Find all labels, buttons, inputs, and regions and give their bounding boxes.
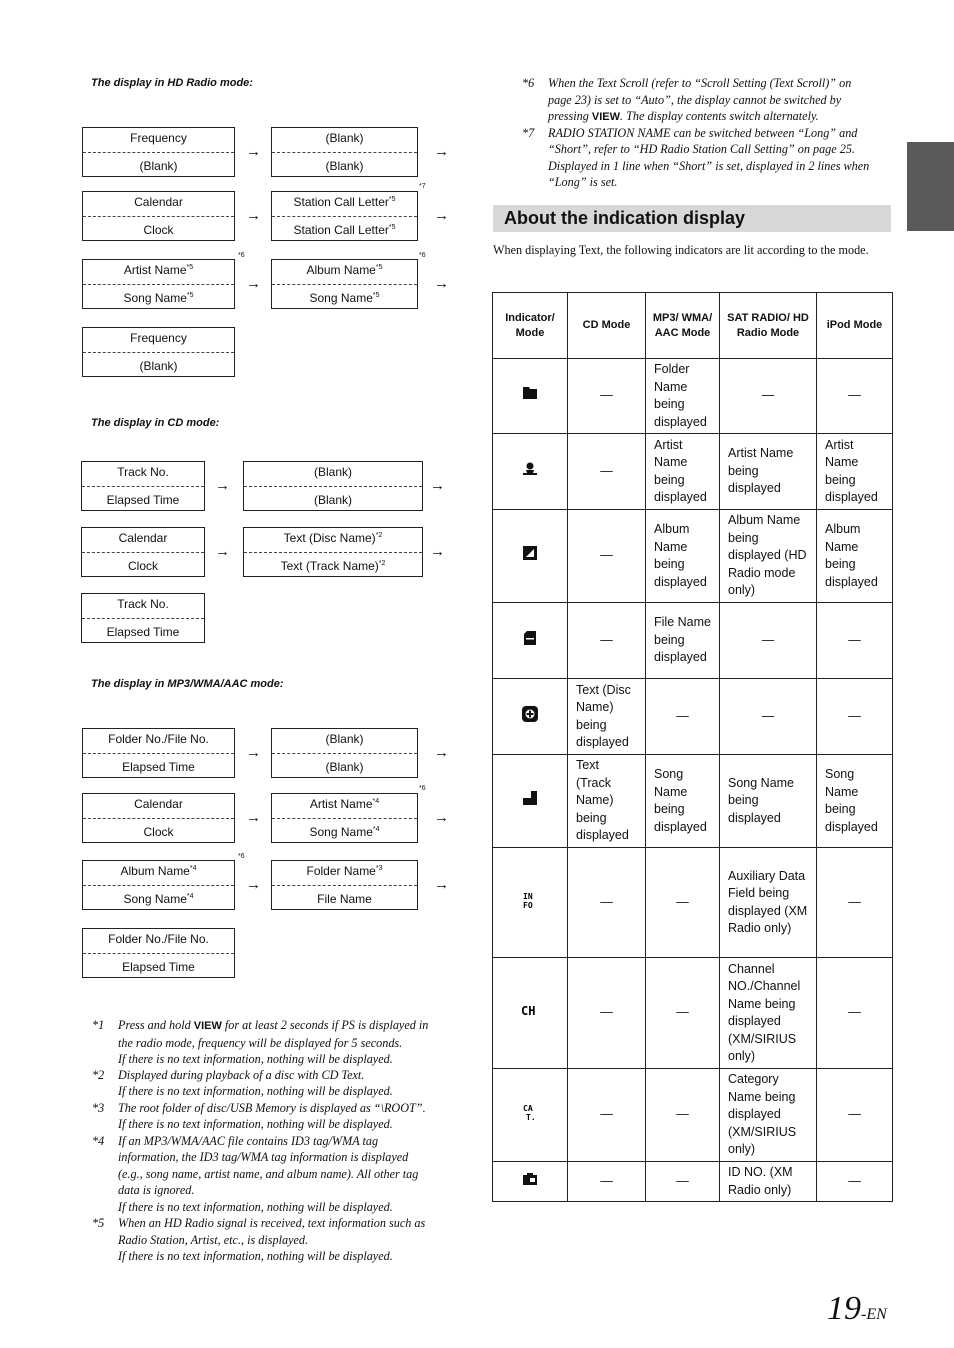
display-box-line2: Elapsed Time — [122, 760, 195, 774]
display-box-line2: (Blank) — [325, 760, 364, 774]
table-row — [493, 603, 893, 679]
flow-arrow: → — [434, 809, 449, 826]
display-box-line2: Elapsed Time — [106, 625, 180, 639]
svg-text:T.: T. — [526, 1113, 536, 1122]
flow-arrow: → — [246, 876, 261, 893]
table-cell: Channel NO./Channel Name being displayed (XM/SIRIUS only) — [720, 958, 817, 1069]
table-cell: Artist Name being displayed — [817, 434, 893, 510]
footnote-bold: VIEW — [193, 1020, 222, 1032]
footnote — [92, 1067, 462, 1100]
footnote-text: RADIO STATION NAME can be switched between “Long” and “Short”, refer to “HD Radio Station Call Setting” on page 25. Displayed in 1 line when “Short” is set, displayed in 2 lines when “Long” is set. — [548, 125, 870, 189]
flow-arrow: → — [246, 143, 261, 160]
table-cell: — — [568, 359, 646, 434]
table-cell: Song Name being displayed — [646, 755, 720, 848]
table-cell: — — [568, 848, 646, 958]
table-header: iPod Mode — [817, 293, 893, 359]
table-cell: — — [646, 848, 720, 958]
disc-icon — [521, 712, 539, 726]
footnote — [92, 1133, 462, 1216]
display-box-line2: Song Name$^{*5}$ — [123, 291, 194, 305]
footnote-mark: *1 — [92, 1018, 105, 1032]
table-cell: Album Name being displayed — [646, 510, 720, 603]
indicator-cell — [493, 510, 568, 603]
svg-text:CA: CA — [523, 1104, 533, 1114]
table-cell: — — [568, 1069, 646, 1162]
display-box-line2: File Name — [317, 892, 372, 906]
svg-text:IN: IN — [523, 891, 533, 901]
table-cell: — — [646, 1162, 720, 1202]
display-box-line2: Clock — [143, 825, 174, 839]
intro-text: When displaying Text, the following indicators are lit according to the mode. — [493, 243, 869, 257]
table-row — [493, 679, 893, 755]
display-box-divider — [244, 486, 422, 487]
folder-icon — [522, 390, 538, 404]
display-box-divider — [83, 284, 234, 285]
table-cell: Song Name being displayed — [817, 755, 893, 848]
display-box-line2: Song Name$^{*4}$ — [123, 892, 194, 906]
display-box-line1: Album Name$^{*5}$ — [306, 263, 383, 277]
display-box-divider — [82, 618, 204, 619]
display-box-divider — [244, 552, 422, 553]
footnote-ref: *6 — [238, 252, 245, 259]
table-cell: — — [568, 510, 646, 603]
table-cell: — — [817, 848, 893, 958]
display-box — [271, 127, 418, 177]
display-box — [82, 327, 235, 377]
display-box-divider — [272, 885, 417, 886]
indicator-cell — [493, 848, 568, 958]
display-box — [81, 593, 205, 643]
svg-text:CH: CH — [521, 1004, 536, 1018]
footnote — [92, 1215, 462, 1265]
cd-section-title: The display in CD mode: — [91, 417, 220, 429]
footnote — [522, 75, 892, 125]
display-box-line1: Folder No./File No. — [108, 732, 209, 746]
page-number-suffix: -EN — [861, 1306, 887, 1323]
footnote-mark: *4 — [92, 1133, 105, 1148]
table-header: CD Mode — [568, 293, 646, 359]
display-box-divider — [272, 753, 417, 754]
album-icon — [522, 550, 538, 564]
display-box-line1: Frequency — [130, 131, 187, 145]
table-row — [493, 510, 893, 603]
indicator-cell — [493, 603, 568, 679]
table-cell: Text (Disc Name) being displayed — [568, 679, 646, 755]
display-box-line2: Text (Track Name)$^{*2}$ — [280, 559, 386, 573]
display-box-divider — [83, 216, 234, 217]
table-cell: — — [568, 958, 646, 1069]
footnote-ref: *6 — [419, 785, 426, 792]
table-cell: Artist Name being displayed — [720, 434, 817, 510]
display-box-line1: Folder Name$^{*3}$ — [306, 864, 383, 878]
display-box-line1: Album Name$^{*4}$ — [120, 864, 197, 878]
display-box-line2: (Blank) — [139, 359, 178, 373]
flow-arrow: → — [246, 207, 261, 224]
table-cell: Text (Track Name) being displayed — [568, 755, 646, 848]
table-row — [493, 755, 893, 848]
display-box-line2: Song Name$^{*4}$ — [309, 825, 380, 839]
display-box — [82, 793, 235, 843]
table-cell: Artist Name being displayed — [646, 434, 720, 510]
display-box — [82, 191, 235, 241]
display-box-line1: (Blank) — [313, 465, 352, 479]
table-cell: Folder Name being displayed — [646, 359, 720, 434]
display-box-line2: (Blank) — [325, 159, 364, 173]
display-box-divider — [83, 352, 234, 353]
hd-section-title: The display in HD Radio mode: — [91, 77, 253, 89]
footnote-mark: *7 — [522, 125, 535, 140]
display-box — [82, 728, 235, 778]
table-cell: Auxiliary Data Field being displayed (XM Radio only) — [720, 848, 817, 958]
footnote — [92, 1017, 462, 1067]
channel-icon — [521, 1006, 539, 1020]
flow-arrow: → — [215, 543, 230, 560]
table-cell: — — [646, 958, 720, 1069]
footnote-ref: *6 — [419, 252, 426, 259]
section-heading-text: About the indication display — [504, 208, 746, 228]
footnote-text: Displayed during playback of a disc with CD Text. If there is no text information, nothing will be displayed. — [118, 1067, 393, 1098]
footnote-text: When the Text Scroll (refer to “Scroll Setting (Text Scroll)” on page 23) is set to “Auto”, the display cannot be switched by pressing VIEW. The display contents switch alternately. — [548, 76, 852, 123]
display-box-line2: Clock — [127, 559, 158, 573]
table-cell: Song Name being displayed — [720, 755, 817, 848]
table-cell: — — [817, 679, 893, 755]
display-box-line1: Station Call Letter$^{*5}$ — [293, 195, 396, 209]
flow-arrow: → — [246, 809, 261, 826]
display-box-line2: Station Call Letter$^{*5}$ — [293, 223, 396, 237]
indicator-cell — [493, 434, 568, 510]
table-header: SAT RADIO/ HD Radio Mode — [720, 293, 817, 359]
table-cell: — — [720, 679, 817, 755]
footnote-text: If an MP3/WMA/AAC file contains ID3 tag/WMA tag information, the ID3 tag/WMA tag information is displayed (e.g., song name, artist name, and album name). All other tag data is ignored. If there is no text information, nothing will be displayed. — [118, 1133, 419, 1214]
footnote — [92, 1100, 462, 1133]
display-box-line1: Artist Name$^{*5}$ — [123, 263, 194, 277]
footnote — [522, 125, 892, 191]
category-icon — [522, 1104, 538, 1124]
svg-text:FO: FO — [523, 900, 533, 909]
footnote-bold: VIEW — [591, 111, 621, 123]
indicator-cell — [493, 1069, 568, 1162]
display-box-line1: Calendar — [118, 531, 168, 545]
flow-arrow: → — [434, 744, 449, 761]
display-box-divider — [272, 152, 417, 153]
footnote-text: Press and hold VIEW for at least 2 seconds if PS is displayed in the radio mode, frequency will be displayed for 5 seconds. If there is no text information, nothing will be displayed. — [118, 1018, 429, 1066]
display-box-divider — [83, 953, 234, 954]
display-box — [271, 728, 418, 778]
display-box-divider — [82, 552, 204, 553]
flow-arrow: → — [215, 477, 230, 494]
flow-arrow: → — [434, 876, 449, 893]
table-cell: — — [720, 359, 817, 434]
artist-icon — [521, 466, 539, 480]
display-box — [271, 860, 418, 910]
display-box-line2: Elapsed Time — [122, 960, 195, 974]
display-box-divider — [83, 152, 234, 153]
footnote-text: When an HD Radio signal is received, text information such as Radio Station, Artist, etc., is displayed. If there is no text information, nothing will be displayed. — [118, 1216, 426, 1263]
display-box-divider — [83, 818, 234, 819]
display-box-line1: Folder No./File No. — [108, 932, 209, 946]
id-icon — [522, 1175, 538, 1189]
table-header: MP3/ WMA/ AAC Mode — [646, 293, 720, 359]
flow-arrow: → — [434, 143, 449, 160]
flow-arrow: → — [246, 275, 261, 292]
display-box-divider — [272, 216, 417, 217]
table-row — [493, 1069, 893, 1162]
table-cell: — — [817, 603, 893, 679]
page-number-value: 19 — [827, 1290, 861, 1327]
table-row — [493, 848, 893, 958]
file-icon — [522, 635, 538, 649]
indicator-table — [492, 292, 893, 1202]
display-box-line1: Frequency — [130, 331, 187, 345]
table-row — [493, 359, 893, 434]
table-cell: — — [817, 958, 893, 1069]
footnote-mark: *3 — [92, 1100, 105, 1115]
display-box — [82, 259, 235, 309]
display-box-line1: Track No. — [117, 597, 169, 611]
display-box — [271, 191, 418, 241]
table-row — [493, 958, 893, 1069]
flow-arrow: → — [430, 477, 445, 494]
display-box — [243, 461, 423, 511]
display-box-line1: (Blank) — [325, 131, 364, 145]
table-cell: — — [720, 603, 817, 679]
table-cell: Album Name being displayed — [817, 510, 893, 603]
flow-arrow: → — [430, 543, 445, 560]
display-box-line1: Artist Name$^{*4}$ — [309, 797, 380, 811]
footnote-ref: *7 — [419, 183, 426, 190]
indicator-cell — [493, 1162, 568, 1202]
display-box-divider — [83, 885, 234, 886]
display-box-line1: Calendar — [134, 797, 183, 811]
footnote-ref: *6 — [238, 853, 245, 860]
indicator-cell — [493, 679, 568, 755]
table-cell: — — [646, 679, 720, 755]
table-cell: — — [817, 1069, 893, 1162]
display-box-divider — [82, 486, 204, 487]
song-icon — [521, 795, 539, 809]
display-box-line2: (Blank) — [313, 493, 352, 507]
indicator-cell — [493, 359, 568, 434]
display-box-line2: Clock — [143, 223, 174, 237]
table-cell: — — [646, 1069, 720, 1162]
display-box-divider — [272, 818, 417, 819]
chapter-tab — [907, 142, 954, 231]
footnote-mark: *5 — [92, 1216, 105, 1230]
table-cell: — — [568, 1162, 646, 1202]
display-box-line1: Track No. — [117, 465, 169, 479]
display-box-line1: (Blank) — [325, 732, 364, 746]
table-cell: — — [568, 603, 646, 679]
display-box-line1: Text (Disc Name)$^{*2}$ — [283, 531, 383, 545]
table-cell: Category Name being displayed (XM/SIRIUS only) — [720, 1069, 817, 1162]
table-row — [493, 434, 893, 510]
mp3-section-title: The display in MP3/WMA/AAC mode: — [91, 678, 284, 690]
display-box-line1: Calendar — [134, 195, 183, 209]
footnote-mark: *6 — [522, 76, 535, 90]
footnote-text: The root folder of disc/USB Memory is displayed as “\ROOT”. If there is no text information, nothing will be displayed. — [118, 1100, 426, 1131]
table-row — [493, 1162, 893, 1202]
display-box — [271, 793, 418, 843]
info-icon — [522, 891, 538, 912]
table-cell: — — [817, 359, 893, 434]
flow-arrow: → — [434, 275, 449, 292]
flow-arrow: → — [434, 207, 449, 224]
display-box-line2: Elapsed Time — [106, 493, 180, 507]
indicator-cell — [493, 755, 568, 848]
footnote-mark: *2 — [92, 1067, 105, 1082]
display-box — [82, 928, 235, 978]
table-cell: — — [568, 434, 646, 510]
table-header: Indicator/ Mode — [493, 293, 568, 359]
display-box — [82, 860, 235, 910]
flow-arrow: → — [246, 744, 261, 761]
table-cell: File Name being displayed — [646, 603, 720, 679]
section-heading — [493, 205, 891, 232]
indicator-cell — [493, 958, 568, 1069]
table-cell: ID NO. (XM Radio only) — [720, 1162, 817, 1202]
page-number — [827, 1290, 887, 1328]
display-box-divider — [83, 753, 234, 754]
display-box-line2: Song Name$^{*5}$ — [309, 291, 380, 305]
table-cell: Album Name being displayed (HD Radio mode only) — [720, 510, 817, 603]
display-box-line2: (Blank) — [139, 159, 178, 173]
display-box-divider — [272, 284, 417, 285]
display-box — [243, 527, 423, 577]
display-box — [82, 127, 235, 177]
display-box — [81, 461, 205, 511]
display-box — [81, 527, 205, 577]
display-box — [271, 259, 418, 309]
table-cell: — — [817, 1162, 893, 1202]
